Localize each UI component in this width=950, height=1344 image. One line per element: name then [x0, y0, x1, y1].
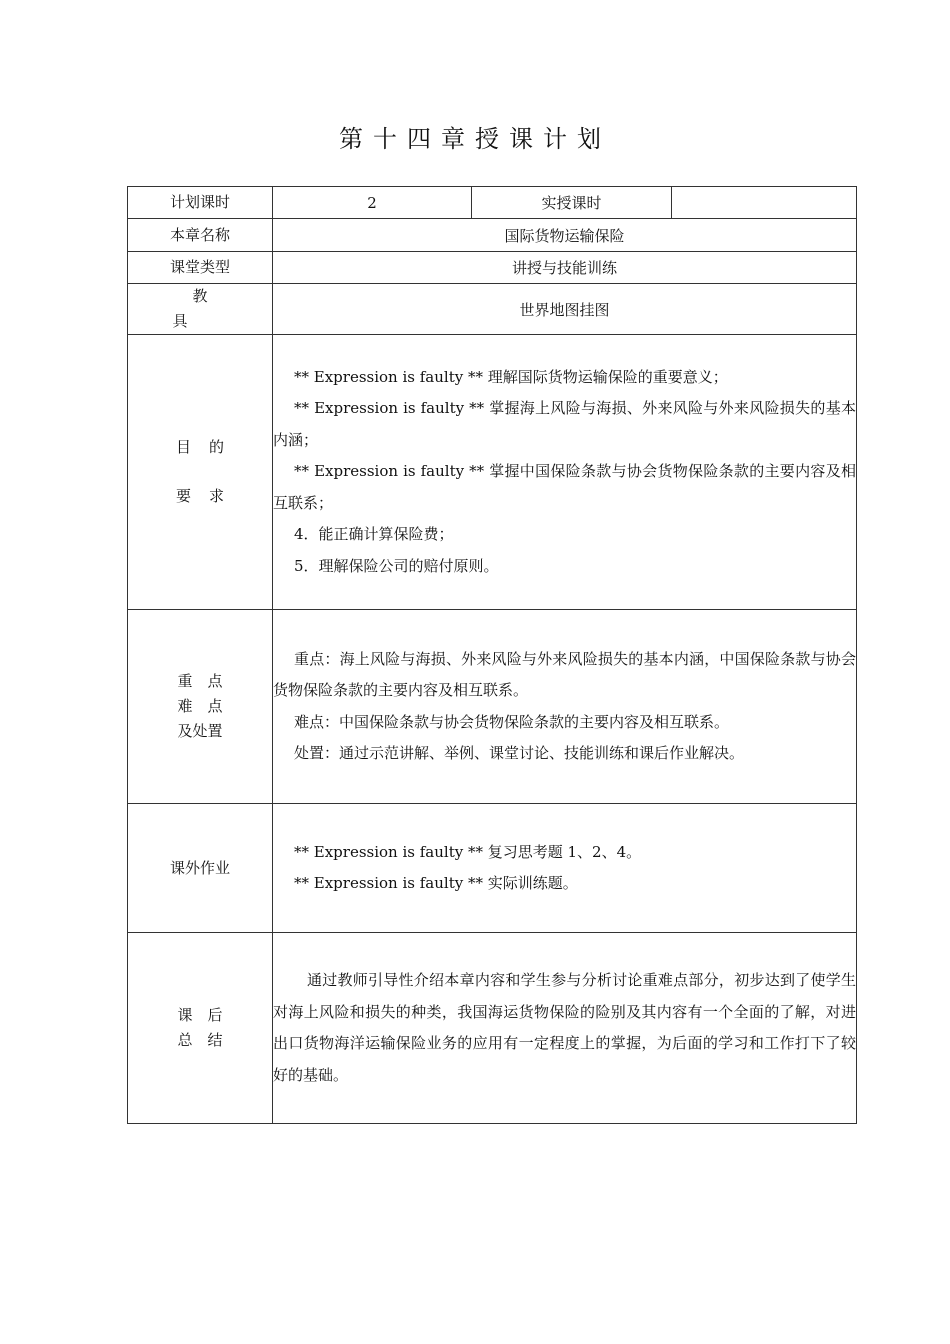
row-chapter-name — [128, 219, 857, 252]
key-point-item: 处置：通过示范讲解、举例、课堂讨论、技能训练和课后作业解决。 — [294, 744, 745, 762]
row-key-points — [128, 610, 857, 804]
row-summary — [128, 933, 857, 1124]
summary-label-cell — [128, 933, 273, 1124]
key-points-label-cell — [128, 610, 273, 804]
actual-hours-label: 实授课时 — [472, 187, 672, 219]
key-point-item: 难点：中国保险条款与协会货物保险条款的主要内容及相互联系。 — [294, 712, 730, 731]
objectives-label-line2: 要求 — [175, 487, 242, 505]
class-type-label: 课堂类型 — [128, 252, 273, 284]
homework-item: ** Expression is faulty ** 复习思考题 1、2、4。 — [294, 842, 642, 861]
chapter-name-label: 本章名称 — [128, 219, 273, 252]
summary-label-line1: 课 后 — [177, 1006, 223, 1024]
homework-label: 课外作业 — [128, 804, 273, 933]
objective-item: ** Expression is faulty ** 掌握中国保险条款与协会货物保险条款的主要内容及相互联系； — [273, 462, 856, 512]
summary-label-line2: 总 结 — [177, 1031, 223, 1049]
teaching-aids-value: 世界地图挂图 — [273, 284, 857, 335]
objectives-label-line1: 目的 — [175, 438, 242, 456]
chapter-name-value: 国际货物运输保险 — [273, 219, 857, 252]
class-type-value: 讲授与技能训练 — [273, 252, 857, 284]
row-homework — [128, 804, 857, 933]
row-planned-hours — [128, 187, 857, 219]
teaching-aids-label: 教具 — [172, 287, 248, 330]
actual-hours-value — [672, 187, 857, 219]
page-title: 第十四章授课计划 — [339, 125, 611, 153]
row-objectives — [128, 335, 857, 610]
objectives-content — [273, 335, 857, 610]
objectives-label-cell — [128, 335, 273, 610]
row-teaching-aids — [128, 284, 857, 335]
summary-text: 通过教师引导性介绍本章内容和学生参与分析讨论重难点部分，初步达到了使学生对海上风险和损失的种类，我国海运货物保险的险别及其内容有一个全面的了解，对进出口货物海洋运输保险业务的应用有一定程度上的掌握，为后面的学习和工作打下了较好的基础。 — [273, 971, 856, 1084]
key-points-content — [273, 610, 857, 804]
row-class-type — [128, 252, 857, 284]
homework-content — [273, 804, 857, 933]
key-points-label-line1: 重 点 — [177, 672, 223, 690]
key-points-label-line2: 难 点 — [177, 697, 223, 715]
objective-item: 5．理解保险公司的赔付原则。 — [294, 556, 499, 575]
objective-item: ** Expression is faulty ** 理解国际货物运输保险的重要意义； — [294, 367, 728, 386]
objective-item: ** Expression is faulty ** 掌握海上风险与海损、外来风险与外来风险损失的基本内涵； — [273, 399, 856, 449]
summary-content — [273, 933, 857, 1124]
lesson-plan-table — [127, 186, 857, 1124]
homework-item: ** Expression is faulty ** 实际训练题。 — [294, 874, 578, 892]
objective-item: 4．能正确计算保险费； — [294, 525, 454, 544]
planned-hours-label: 计划课时 — [128, 187, 273, 219]
teaching-aids-label-cell — [128, 284, 273, 335]
key-point-item: 重点：海上风险与海损、外来风险与外来风险损失的基本内涵，中国保险条款与协会货物保险条款的主要内容及相互联系。 — [273, 649, 856, 699]
planned-hours-value: 2 — [273, 187, 472, 219]
key-points-label-line3: 及处置 — [177, 722, 223, 740]
